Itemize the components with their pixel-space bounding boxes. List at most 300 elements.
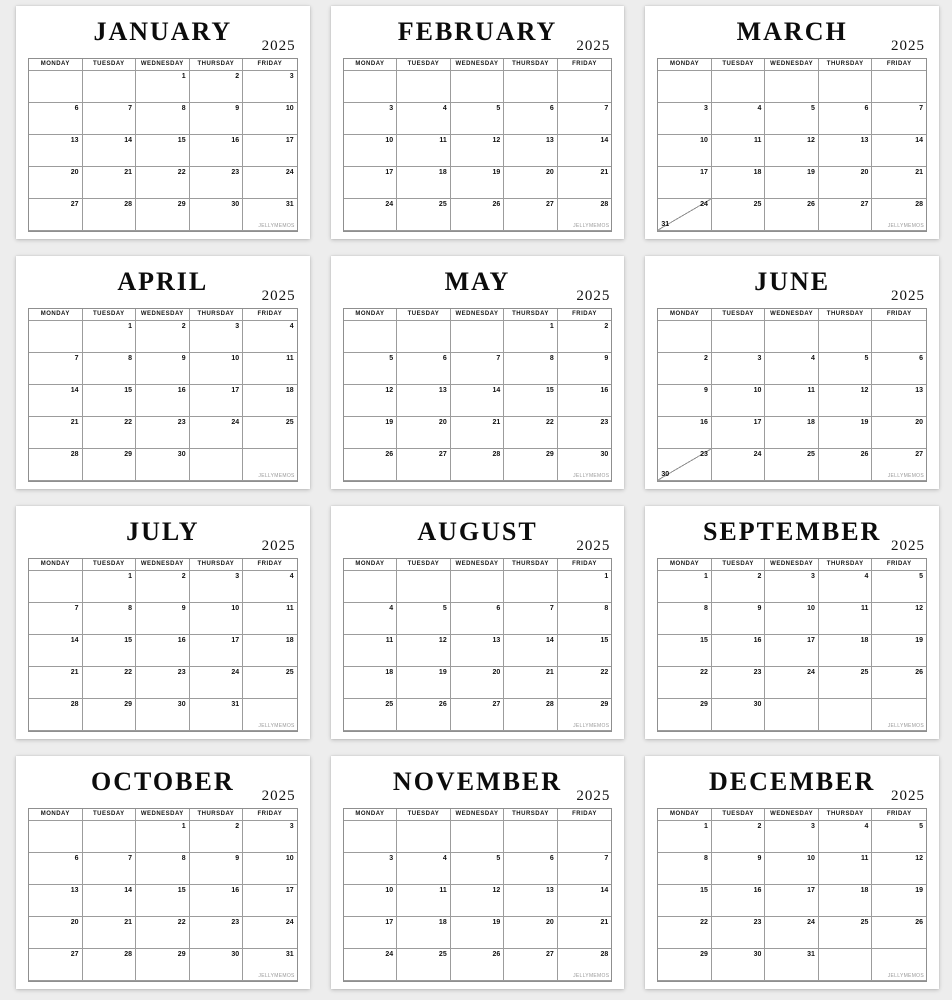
day-cell [819,853,873,885]
day-number: 8 [703,605,708,612]
day-cell [243,103,297,135]
day-cell [83,199,137,231]
day-cell [819,821,873,853]
day-cell [29,667,83,699]
year-label: 2025 [261,38,296,54]
day-number: 18 [385,669,394,676]
week-row [344,103,612,135]
month-header [16,756,310,808]
day-cell [190,821,244,853]
day-number: 14 [492,387,501,394]
day-cell [29,635,83,667]
day-number: 17 [807,637,815,644]
day-cell [658,321,712,353]
day-cell [819,71,873,103]
day-cell [504,353,558,385]
weekday-row [344,809,612,821]
month-table [343,58,613,232]
day-cell [397,821,451,853]
day-number: 21 [70,419,79,426]
month-title: MAY [444,267,511,296]
day-cell [872,167,926,199]
day-cell [451,135,505,167]
day-number: 11 [439,887,447,894]
day-number: 17 [285,137,294,144]
day-number: 4 [389,605,394,612]
month-title: NOVEMBER [392,767,563,796]
day-number: 12 [492,137,501,144]
month-table [657,58,927,232]
day-cell [765,667,819,699]
day-number: 15 [700,637,708,644]
day-cell [136,603,190,635]
day-number: 6 [864,105,869,112]
weekday-header: TUESDAY [712,59,766,71]
day-number: 5 [442,605,447,612]
day-number: 7 [496,355,501,362]
month-table [657,308,927,482]
day-cell [504,699,558,731]
month-header [645,506,939,558]
day-cell [397,385,451,417]
day-number: 19 [492,919,501,926]
weekday-row [29,809,297,821]
day-cell [658,603,712,635]
day-cell [451,199,505,231]
day-number: 27 [492,701,501,708]
day-number: 12 [915,855,923,862]
day-cell [765,385,819,417]
day-number: 20 [915,419,923,426]
day-number: 7 [919,105,923,112]
day-cell [765,699,819,731]
weekday-header: FRIDAY [558,809,612,821]
day-number: 13 [545,137,554,144]
day-number: 15 [600,637,609,644]
day-cell [397,917,451,949]
day-cell [872,667,926,699]
day-cell [451,385,505,417]
day-cell [558,321,612,353]
day-number: 2 [235,73,240,80]
day-number: 13 [438,387,447,394]
day-cell [344,167,398,199]
day-cell [190,635,244,667]
day-cell [29,821,83,853]
day-number: 19 [860,419,869,426]
day-cell [558,417,612,449]
day-cell [344,571,398,603]
week-row [344,885,612,917]
month-card-february [331,6,625,239]
day-number: 27 [545,201,554,208]
day-number: 30 [600,451,609,458]
day-number: 16 [753,637,762,644]
day-cell [29,385,83,417]
week-row [658,853,926,885]
day-number: 18 [860,637,869,644]
month-table [343,558,613,732]
watermark-text: JELLYMEMOS [258,723,295,729]
day-cell [136,449,190,481]
day-number: 28 [545,701,554,708]
week-row [29,821,297,853]
weekday-header: WEDNESDAY [136,309,190,321]
day-number: 14 [600,887,609,894]
day-number: 29 [700,701,708,708]
day-cell [558,385,612,417]
day-number: 7 [74,605,79,612]
month-title: JULY [126,517,200,546]
day-number: 25 [438,951,447,958]
weekday-header: FRIDAY [872,559,926,571]
day-number: 19 [492,169,501,176]
day-number: 8 [128,355,133,362]
week-row [344,135,612,167]
month-table [657,558,927,732]
day-cell [658,821,712,853]
day-cell [451,603,505,635]
day-number: 23 [177,669,186,676]
day-number: 30 [231,201,240,208]
day-cell [83,667,137,699]
day-cell [765,449,819,481]
day-cell [29,135,83,167]
day-cell [765,571,819,603]
day-number: 28 [124,951,133,958]
day-cell [344,385,398,417]
year-label: 2025 [576,288,611,304]
day-number: 1 [181,73,186,80]
week-row [29,167,297,199]
day-cell [344,449,398,481]
day-cell [29,885,83,917]
week-row [29,635,297,667]
day-number: 1 [549,323,554,330]
day-cell [451,571,505,603]
month-title: SEPTEMBER [702,517,882,546]
day-cell [344,321,398,353]
weekday-row [29,309,297,321]
day-number: 16 [231,137,240,144]
day-number: 5 [811,105,815,112]
day-number: 4 [811,355,815,362]
week-row [658,667,926,699]
weekday-row [344,59,612,71]
weekday-header: TUESDAY [83,809,137,821]
weekday-header: MONDAY [658,309,712,321]
weekday-header: FRIDAY [243,59,297,71]
day-number: 9 [181,605,186,612]
day-cell [558,603,612,635]
day-number: 27 [70,951,79,958]
day-cell [136,949,190,981]
day-cell [658,949,712,981]
day-number: 22 [124,419,133,426]
day-number: 25 [285,419,294,426]
day-cell [190,103,244,135]
day-number: 13 [915,387,923,394]
weekday-header: WEDNESDAY [136,59,190,71]
weekday-header: TUESDAY [397,809,451,821]
day-cell [29,103,83,135]
day-number: 18 [807,419,815,426]
day-number: 22 [700,919,708,926]
weekday-header: FRIDAY [558,59,612,71]
day-cell [504,949,558,981]
day-cell [504,885,558,917]
day-number: 11 [286,355,294,362]
year-label: 2025 [576,788,611,804]
day-cell [83,821,137,853]
weekday-header: THURSDAY [504,809,558,821]
day-cell [451,917,505,949]
day-number: 7 [74,355,79,362]
day-cell [190,417,244,449]
day-cell [765,917,819,949]
day-cell [504,71,558,103]
day-cell [712,103,766,135]
weekday-header: THURSDAY [190,59,244,71]
day-cell [558,635,612,667]
month-title: JUNE [754,267,831,296]
day-cell [136,199,190,231]
day-cell [243,167,297,199]
watermark-text: JELLYMEMOS [573,973,610,979]
week-row [344,949,612,981]
day-number: 27 [915,451,923,458]
day-cell [29,167,83,199]
day-cell [190,949,244,981]
day-cell [504,853,558,885]
day-cell [29,699,83,731]
week-row [658,385,926,417]
day-cell [190,603,244,635]
day-cell [243,853,297,885]
day-cell [243,135,297,167]
day-number: 17 [231,387,240,394]
week-row [658,821,926,853]
day-number: 2 [703,355,708,362]
watermark-text: JELLYMEMOS [258,973,295,979]
day-cell [819,353,873,385]
day-cell [83,167,137,199]
day-cell [397,71,451,103]
day-cell [451,853,505,885]
weekday-header: THURSDAY [190,559,244,571]
day-number: 29 [177,951,186,958]
day-cell [504,635,558,667]
day-cell [765,199,819,231]
day-cell [344,199,398,231]
month-card-june [645,256,939,489]
day-cell [83,949,137,981]
day-cell [504,135,558,167]
day-cell [136,667,190,699]
day-cell [344,821,398,853]
day-number: 30 [231,951,240,958]
year-label: 2025 [261,538,296,554]
month-card-may [331,256,625,489]
day-cell [243,385,297,417]
day-cell [136,885,190,917]
weekday-header: MONDAY [29,309,83,321]
day-cell [712,949,766,981]
day-cell [872,321,926,353]
week-row [29,353,297,385]
day-cell [712,885,766,917]
day-cell [504,321,558,353]
day-number: 4 [442,855,447,862]
day-cell [872,853,926,885]
day-cell [819,167,873,199]
day-number: 12 [385,387,394,394]
day-number: 14 [600,137,609,144]
day-number: 26 [385,451,394,458]
day-cell-split [658,449,712,481]
day-cell [819,917,873,949]
day-cell [819,321,873,353]
day-cell [344,135,398,167]
day-cell [658,103,712,135]
day-cell [712,385,766,417]
month-card-october [16,756,310,989]
week-row [29,917,297,949]
week-row [344,853,612,885]
month-card-september [645,506,939,739]
day-cell [397,949,451,981]
day-cell [83,571,137,603]
day-cell [136,571,190,603]
day-cell [872,417,926,449]
week-row [658,885,926,917]
day-cell [658,417,712,449]
day-number: 31 [231,701,240,708]
day-cell [558,917,612,949]
day-cell [658,385,712,417]
day-number: 23 [700,451,708,458]
weekday-header: WEDNESDAY [765,309,819,321]
day-cell [136,853,190,885]
day-number: 6 [549,855,554,862]
day-number: 24 [385,951,394,958]
day-cell [190,385,244,417]
day-cell [872,135,926,167]
day-number: 18 [860,887,869,894]
day-cell [712,199,766,231]
day-cell [504,103,558,135]
day-cell [872,885,926,917]
day-cell [819,199,873,231]
day-cell [765,103,819,135]
day-number: 3 [389,105,394,112]
week-row [29,71,297,103]
week-row [29,199,297,231]
month-title: DECEMBER [709,767,876,796]
day-cell [558,821,612,853]
day-number: 22 [700,669,708,676]
month-card-march [645,6,939,239]
day-cell [243,635,297,667]
day-cell [190,885,244,917]
day-number: 17 [231,637,240,644]
day-cell [83,71,137,103]
day-cell [765,885,819,917]
day-number: 21 [545,669,554,676]
day-cell [819,135,873,167]
month-card-november [331,756,625,989]
day-number: 8 [181,105,186,112]
day-cell [29,417,83,449]
day-number: 14 [124,137,133,144]
day-number: 31 [285,951,294,958]
day-cell [658,885,712,917]
weekday-header: TUESDAY [83,59,137,71]
day-number: 8 [604,605,609,612]
day-cell [190,571,244,603]
day-cell [397,699,451,731]
weekday-header: WEDNESDAY [765,59,819,71]
day-cell [558,103,612,135]
day-number: 18 [438,169,447,176]
day-number: 20 [70,169,79,176]
day-number: 9 [757,855,762,862]
week-row [344,385,612,417]
day-number: 26 [438,701,447,708]
day-cell [765,635,819,667]
day-number: 11 [385,637,394,644]
day-cell [712,667,766,699]
day-cell [83,103,137,135]
day-number: 23 [231,169,240,176]
day-cell [712,353,766,385]
weekday-header: WEDNESDAY [451,309,505,321]
day-number: 9 [235,105,240,112]
day-number: 28 [600,951,609,958]
day-cell [243,917,297,949]
day-cell [658,699,712,731]
day-cell [83,135,137,167]
day-number: 16 [600,387,609,394]
day-cell [558,71,612,103]
day-cell [243,71,297,103]
day-number: 25 [753,201,762,208]
day-number: 26 [492,951,501,958]
day-number: 6 [496,605,501,612]
day-number: 21 [600,919,609,926]
day-cell [190,135,244,167]
day-number: 17 [285,887,294,894]
day-cell [136,917,190,949]
day-number: 4 [757,105,762,112]
day-cell [29,321,83,353]
day-cell [451,417,505,449]
weekday-header: FRIDAY [872,309,926,321]
day-number: 16 [753,887,762,894]
year-label: 2025 [890,538,925,554]
day-cell [451,353,505,385]
day-cell [451,103,505,135]
day-number: 5 [496,105,501,112]
day-number: 10 [807,855,815,862]
day-cell [765,417,819,449]
day-cell [451,167,505,199]
day-cell [451,699,505,731]
day-cell [29,449,83,481]
day-number: 7 [128,105,133,112]
week-row [658,699,926,731]
watermark-text: JELLYMEMOS [887,723,924,729]
